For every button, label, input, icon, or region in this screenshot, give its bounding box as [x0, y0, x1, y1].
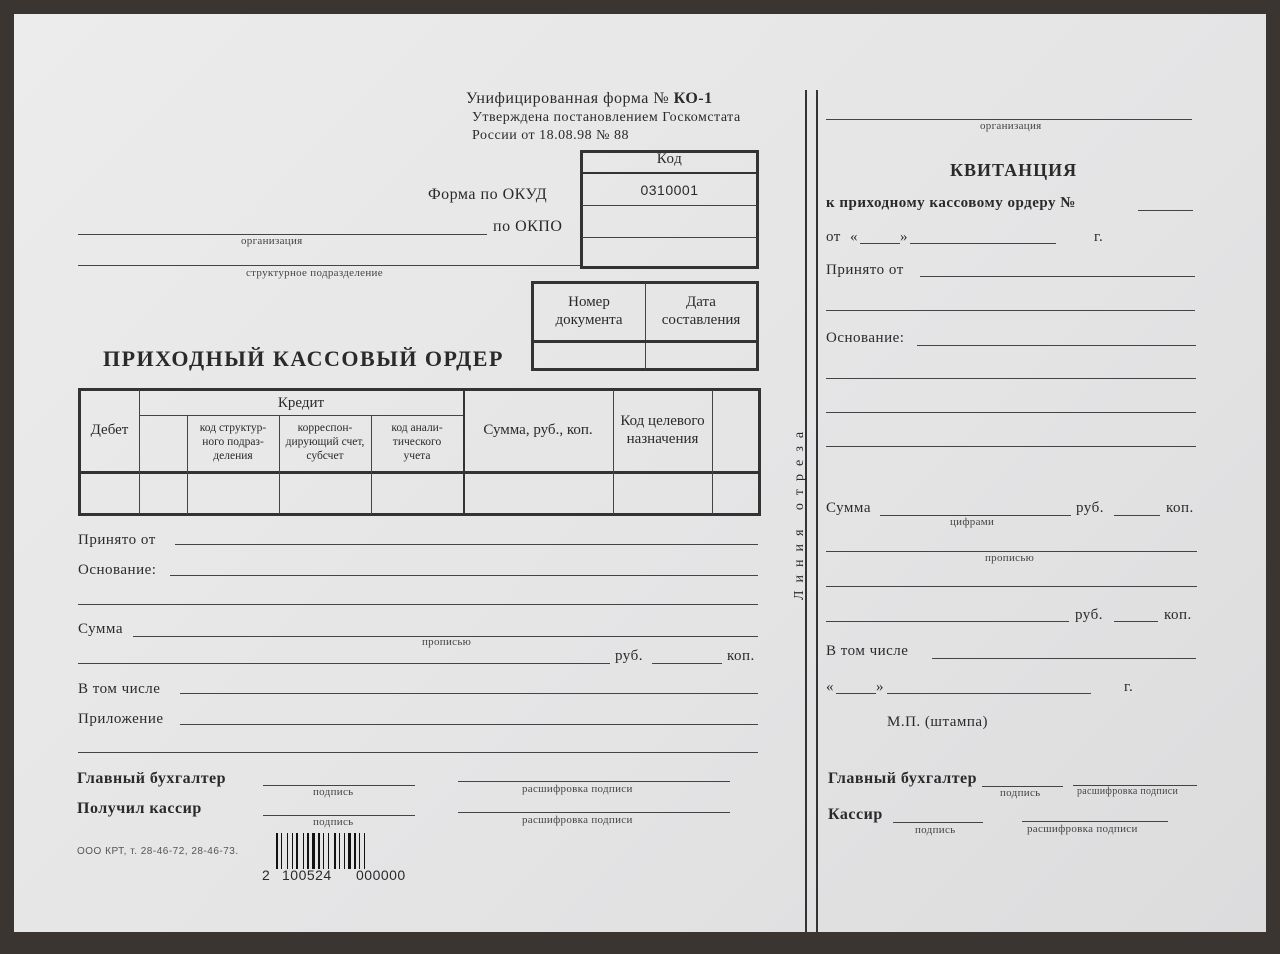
receipt-basis-field[interactable] — [917, 345, 1196, 346]
basis-label: Основание: — [78, 562, 157, 578]
form-header — [466, 90, 713, 108]
receipt-basis-field-3[interactable] — [826, 412, 1196, 413]
receipt-basis-field-2[interactable] — [826, 378, 1196, 379]
rub-label: руб. — [615, 648, 643, 664]
barcode-bar — [281, 833, 282, 869]
receipt-sum-words-field-3[interactable] — [826, 621, 1069, 622]
barcode-digits-right: 000000 — [356, 867, 406, 883]
signature-decode-caption: расшифровка подписи — [1077, 786, 1179, 797]
barcode-bar — [334, 833, 336, 869]
receipt-day-field[interactable] — [860, 243, 900, 244]
including-label: В том числе — [78, 681, 161, 697]
stamp-label: М.П. (штампа) — [887, 714, 989, 730]
signature-decode-caption: расшифровка подписи — [522, 783, 633, 795]
barcode-bar — [354, 833, 356, 869]
receipt-including-label: В том числе — [826, 643, 909, 659]
barcode-bar — [348, 833, 351, 869]
cut-line — [816, 90, 818, 932]
quote-close: » — [900, 229, 908, 245]
document-number-header: Номер документа — [555, 294, 623, 328]
barcode-bar — [276, 833, 278, 869]
signature-decode-caption: расшифровка подписи — [1027, 823, 1138, 835]
including-field[interactable] — [180, 693, 758, 694]
in-words-caption: прописью — [422, 636, 472, 648]
receipt-sum-words-field-2[interactable] — [826, 586, 1197, 587]
rub-label: руб. — [1075, 607, 1103, 623]
subdivision-caption: структурное подразделение — [246, 267, 383, 279]
receipt-basis-field-4[interactable] — [826, 446, 1196, 447]
okpo-label: по ОКПО — [493, 218, 563, 235]
receipt-order-number-field[interactable] — [1138, 210, 1193, 211]
purpose-code-header: Код целевого назначения — [620, 413, 705, 447]
receipt-cashier-decode-field[interactable] — [1022, 821, 1168, 822]
kop-field[interactable] — [652, 663, 722, 664]
credit-header: Кредит — [277, 394, 325, 411]
cut-line-label: Линия отреза — [792, 423, 807, 600]
barcode-digit: 2 — [262, 867, 271, 883]
barcode-bar — [364, 833, 365, 869]
rub-label: руб. — [1076, 500, 1104, 516]
signature-caption: подпись — [313, 816, 354, 828]
okud-label: Форма по ОКУД — [428, 186, 548, 203]
sum-label: Сумма — [78, 621, 123, 637]
receipt-title: КВИТАНЦИЯ — [950, 160, 1078, 180]
receipt-received-from-field-2[interactable] — [826, 310, 1195, 311]
signature-caption: подпись — [313, 786, 354, 798]
approval-text: Утверждена постановлением Госкомстата — [472, 110, 741, 125]
barcode-bar — [312, 833, 315, 869]
receipt-cashier-signature-field[interactable] — [893, 822, 983, 823]
subdivision-field[interactable] — [78, 265, 580, 266]
signature-caption: подпись — [915, 824, 956, 836]
receipt-kop-field[interactable] — [1114, 515, 1160, 516]
organization-caption: организация — [241, 235, 303, 247]
barcode-bar — [318, 833, 320, 869]
barcode-bar — [359, 833, 360, 869]
attachment-field-2[interactable] — [78, 752, 758, 753]
barcode-digits-left: 100524 — [282, 867, 332, 883]
barcode-bar — [303, 833, 304, 869]
form-code: КО-1 — [673, 90, 713, 107]
order-title: ПРИХОДНЫЙ КАССОВЫЙ ОРДЕР — [103, 346, 504, 371]
barcode-bar — [287, 833, 288, 869]
kop-label: коп. — [727, 648, 755, 664]
chief-decode-field[interactable] — [458, 781, 730, 782]
receipt-chief-accountant-label: Главный бухгалтер — [828, 770, 978, 787]
barcode-bar — [296, 833, 298, 869]
barcode-bar — [344, 833, 345, 869]
year-label: г. — [1124, 679, 1134, 695]
receipt-cashier-label: Кассир — [828, 806, 883, 823]
kop-label: коп. — [1164, 607, 1192, 623]
barcode-bar — [292, 833, 293, 869]
receipt-basis-label: Основание: — [826, 330, 905, 346]
sum-words-field-2[interactable] — [78, 663, 610, 664]
quote-close: » — [876, 679, 884, 695]
printer-info: ООО КРТ, т. 28-46-72, 28-46-73. — [77, 846, 239, 857]
receipt-order-label: к приходному кассовому ордеру № — [826, 195, 1076, 211]
organization-caption: организация — [980, 120, 1042, 132]
debit-header: Дебет — [90, 422, 129, 438]
receipt-kop-field-2[interactable] — [1114, 621, 1158, 622]
chief-accountant-label: Главный бухгалтер — [77, 770, 227, 787]
year-label: г. — [1094, 229, 1104, 245]
in-digits-caption: цифрами — [950, 516, 995, 528]
basis-field-2[interactable] — [78, 604, 758, 605]
attachment-field[interactable] — [180, 724, 758, 725]
attachment-label: Приложение — [78, 711, 164, 727]
document-date-header: Дата составления — [661, 294, 741, 328]
approval-date: России от 18.08.98 № 88 — [472, 128, 629, 143]
received-from-field[interactable] — [175, 544, 758, 545]
receipt-including-field[interactable] — [932, 658, 1196, 659]
barcode-bar — [307, 833, 309, 869]
sum-header: Сумма, руб., коп. — [483, 422, 593, 438]
form-label: Унифицированная форма № — [466, 90, 670, 107]
cashier-received-label: Получил кассир — [77, 800, 202, 817]
barcode-bar — [323, 833, 324, 869]
credit-account-header: корреспон-дирующий счет, субсчет — [285, 422, 365, 462]
receipt-date-month-field[interactable] — [887, 693, 1091, 694]
receipt-date-day-field[interactable] — [836, 693, 876, 694]
code-header: Код — [656, 151, 683, 167]
okud-value[interactable]: 0310001 — [640, 182, 699, 198]
receipt-month-field[interactable] — [910, 243, 1056, 244]
barcode-bar — [339, 833, 340, 869]
basis-field[interactable] — [170, 575, 758, 576]
receipt-received-from-field[interactable] — [920, 276, 1195, 277]
signature-caption: подпись — [1000, 787, 1041, 799]
receipt-sum-label: Сумма — [826, 500, 871, 516]
receipt-received-from-label: Принято от — [826, 262, 904, 278]
received-from-label: Принято от — [78, 532, 156, 548]
date-from-label: от — [826, 229, 841, 245]
quote-open: « — [850, 229, 858, 245]
credit-subdivision-header: код структур-ного подраз-деления — [199, 422, 267, 462]
credit-analytics-header: код анали-тического учета — [391, 422, 443, 462]
signature-decode-caption: расшифровка подписи — [522, 814, 633, 826]
cashier-decode-field[interactable] — [458, 812, 730, 813]
in-words-caption: прописью — [985, 552, 1035, 564]
barcode-bar — [328, 833, 329, 869]
kop-label: коп. — [1166, 500, 1194, 516]
quote-open: « — [826, 679, 834, 695]
